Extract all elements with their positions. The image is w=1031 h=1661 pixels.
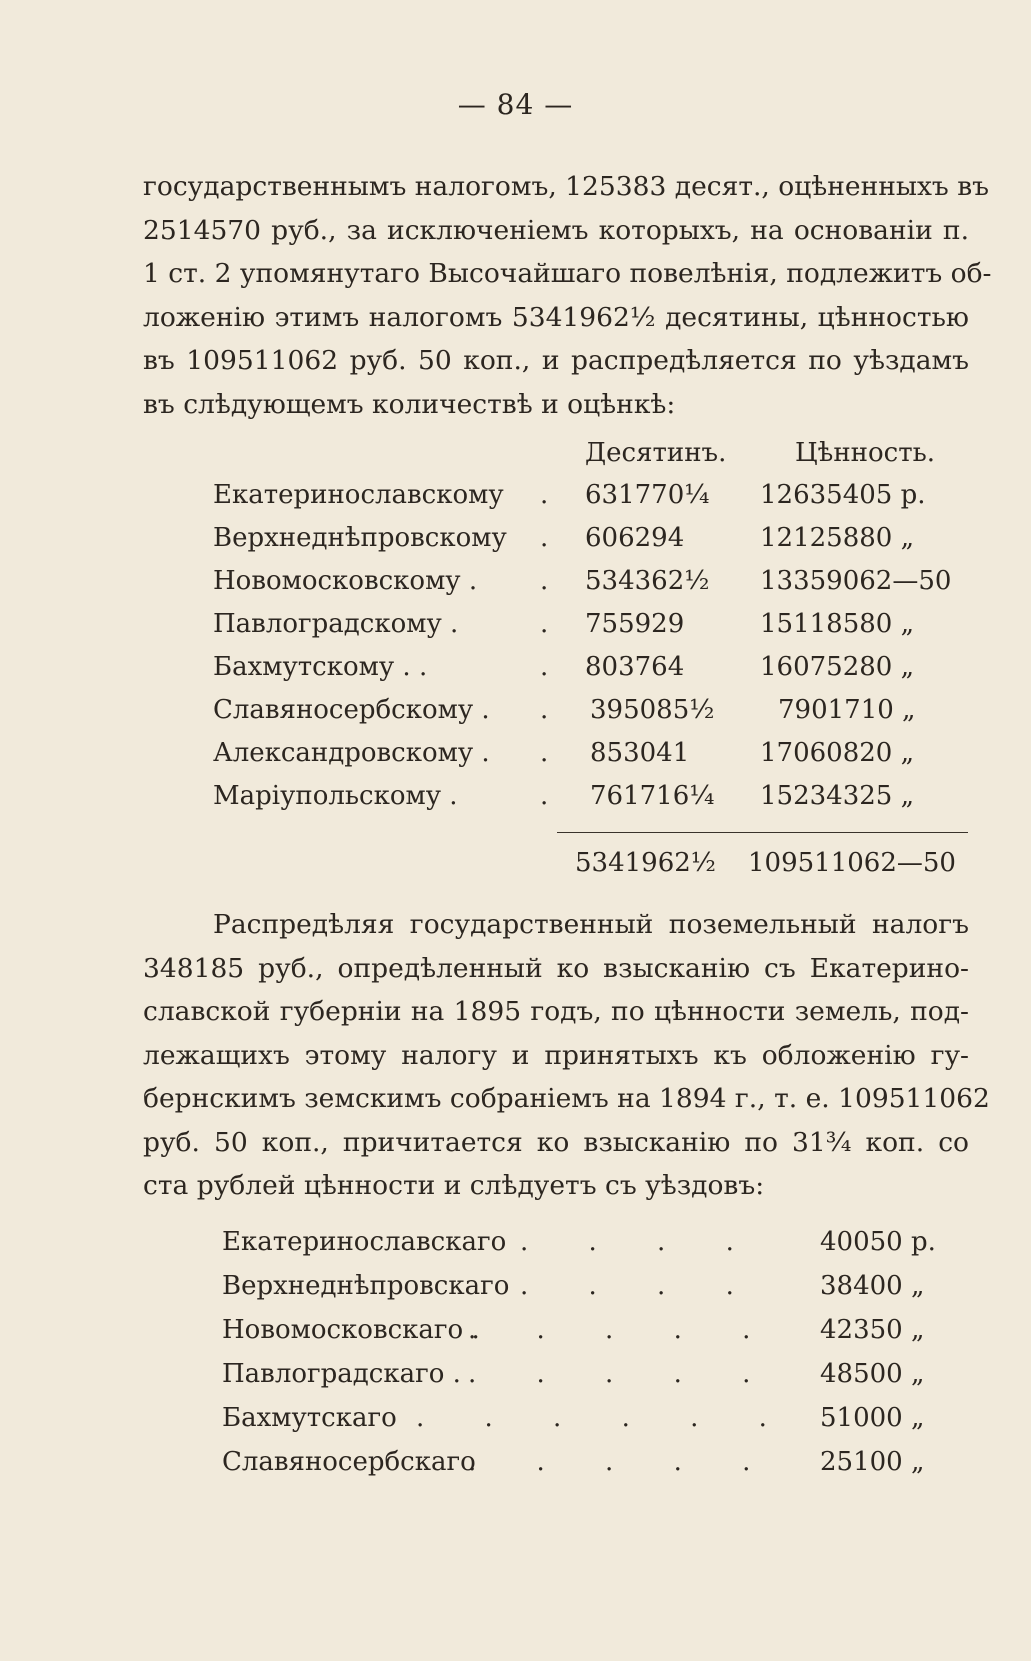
- district-name: Новомосковскому .: [213, 566, 478, 596]
- leader-dots: . . . .: [520, 1227, 760, 1257]
- value-cell: 13359062—50: [760, 566, 952, 596]
- district-name: Славяносербскаго: [222, 1447, 476, 1477]
- text-line: славской губерніи на 1895 годъ, по цѣнности земель, под-: [143, 996, 969, 1027]
- tax-value: 40050 р.: [820, 1227, 936, 1257]
- leader-dots: .: [540, 695, 549, 725]
- district-name: Славяносербскому .: [213, 695, 490, 725]
- text-line: лежащихъ этому налогу и принятыхъ къ обложенію гу-: [143, 1039, 969, 1071]
- total-value: 109511062—50: [748, 848, 956, 878]
- leader-dots: .: [540, 566, 549, 596]
- value-cell: 17060820 „: [760, 738, 915, 768]
- tax-value: 48500 „: [820, 1359, 925, 1389]
- text-line: ложенію этимъ налогомъ 5341962½ десятины, цѣнностью: [143, 301, 969, 333]
- district-name: Бахмутскому . .: [213, 652, 428, 682]
- value-cell: 12635405 р.: [760, 480, 926, 510]
- leader-dots: .: [540, 652, 549, 682]
- leader-dots: . . . . . .: [416, 1403, 793, 1433]
- desyatin-cell: 755929: [585, 609, 685, 639]
- value-cell: 12125880 „: [760, 523, 915, 553]
- total-desyatin: 5341962½: [575, 848, 716, 878]
- text-line: ста рублей цѣнности и слѣдуетъ съ уѣздовъ:: [143, 1170, 765, 1201]
- district-name: Верхнеднѣпровскаго: [222, 1271, 510, 1301]
- district-name: Новомосковскаго .: [222, 1315, 480, 1345]
- desyatin-cell: 395085½: [590, 695, 715, 725]
- tax-value: 25100 „: [820, 1447, 925, 1477]
- text-line: 1 ст. 2 упомянутаго Высочайшаго повелѣнія, подлежитъ об-: [143, 258, 992, 289]
- paragraph-intro: [143, 165, 992, 426]
- district-name: Маріупольскому .: [213, 781, 458, 811]
- desyatin-cell: 853041: [590, 738, 690, 768]
- text-line: въ 109511062 руб. 50 коп., и распредѣляется по уѣздамъ: [143, 345, 969, 376]
- desyatin-cell: 761716¼: [590, 781, 715, 811]
- leader-dots: . . . . .: [468, 1447, 777, 1477]
- tax-value: 42350 „: [820, 1315, 925, 1345]
- text-line: бернскимъ земскимъ собраніемъ на 1894 г., т. е. 109511062: [143, 1083, 990, 1114]
- leader-dots: .: [540, 781, 549, 811]
- text-line: государственнымъ налогомъ, 125383 десят., оцѣненныхъ въ: [143, 171, 989, 202]
- leader-dots: . . . . .: [468, 1315, 777, 1345]
- table-header-row: [0, 433, 1031, 473]
- desyatin-cell: 534362½: [585, 566, 710, 596]
- desyatin-cell: 803764: [585, 652, 685, 682]
- leader-dots: .: [540, 523, 549, 553]
- leader-dots: .: [540, 609, 549, 639]
- value-cell: 15118580 „: [760, 609, 915, 639]
- text-line: 2514570 руб., за исключеніемъ которыхъ, на основаніи п.: [143, 214, 969, 246]
- tax-value: 51000 „: [820, 1403, 925, 1433]
- desyatin-cell: 606294: [585, 523, 685, 553]
- district-name: Александровскому .: [213, 738, 490, 768]
- text-line: руб. 50 коп., причитается ко взысканію по 31¾ коп. со: [143, 1126, 969, 1158]
- district-name: Павлоградскому .: [213, 609, 459, 639]
- page-number: — 84 —: [457, 88, 574, 121]
- column-header-value: Цѣнность.: [795, 438, 936, 468]
- text-line: въ слѣдующемъ количествѣ и оцѣнкѣ:: [143, 388, 676, 420]
- district-name: Павлоградскаго .: [222, 1359, 461, 1389]
- leader-dots: . . . . .: [468, 1359, 777, 1389]
- column-header-desyatin: Десятинъ.: [585, 438, 727, 468]
- paragraph-distribution: [143, 903, 990, 1208]
- desyatin-cell: 631770¼: [585, 480, 710, 510]
- value-cell: 16075280 „: [760, 652, 915, 682]
- leader-dots: .: [540, 738, 549, 768]
- leader-dots: . . . .: [520, 1271, 760, 1301]
- district-name: Екатеринославскаго: [222, 1227, 507, 1257]
- text-line: 348185 руб., опредѣленный ко взысканію съ Екатерино-: [143, 952, 969, 984]
- tax-value: 38400 „: [820, 1271, 925, 1301]
- value-cell: 7901710 „: [778, 695, 916, 725]
- value-cell: 15234325 „: [760, 781, 915, 811]
- district-name: Бахмутскаго: [222, 1403, 397, 1433]
- district-name: Верхнеднѣпровскому: [213, 523, 507, 553]
- text-line: Распредѣляя государственный поземельный налогъ: [213, 909, 969, 940]
- total-rule: [557, 832, 968, 833]
- leader-dots: .: [540, 480, 549, 510]
- district-name: Екатеринославскому: [213, 480, 504, 510]
